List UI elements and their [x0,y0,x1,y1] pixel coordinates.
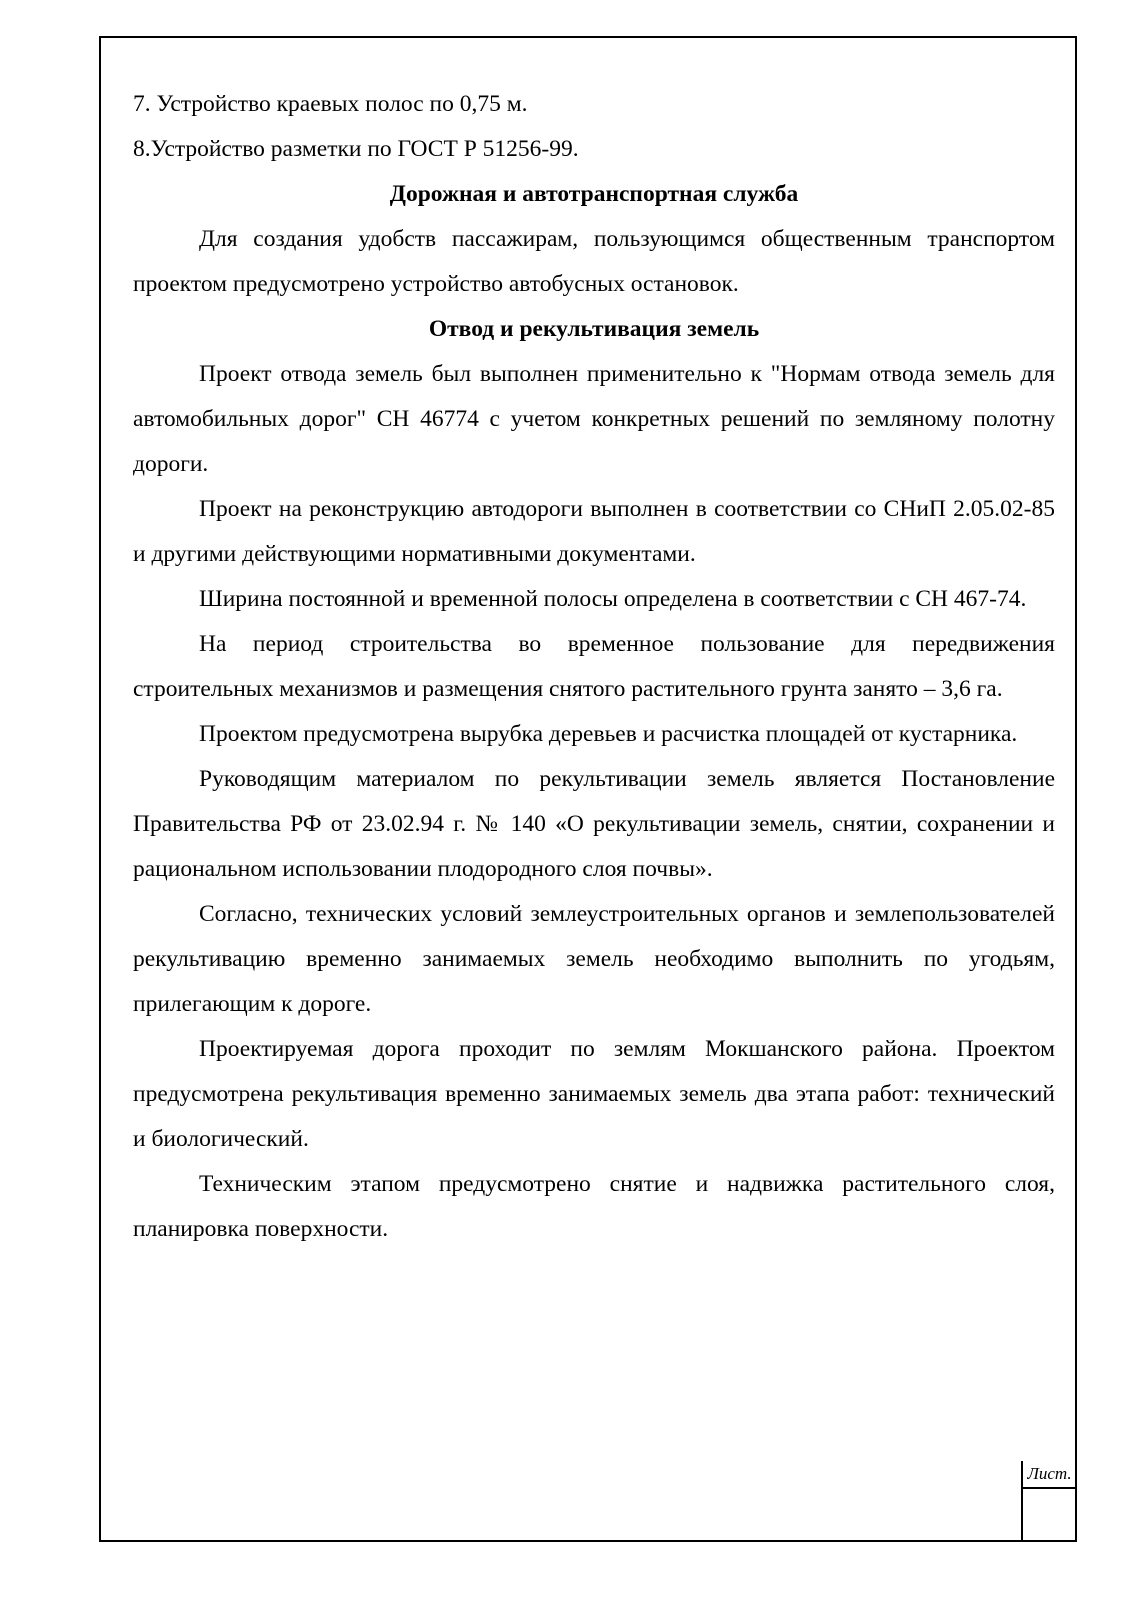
paragraph: Согласно, технических условий землеустроительных органов и землепользователей рекультивацию временно занимаемых земель необходимо выполнить по угодьям, прилегающим к дороге. [133,901,1055,1017]
list-line-8: 8.Устройство разметки по ГОСТ Р 51256-99. [133,136,579,162]
paragraph: Проектируемая дорога проходит по землям Мокшанского района. Проектом предусмотрена рекультивация временно занимаемых земель два этапа работ: технический и биологический. [133,1036,1055,1152]
document-body [133,82,1055,1252]
paragraph-bus-stops: Для создания удобств пассажирам, пользующимся общественным транспортом проектом предусмотрено устройство автобусных остановок. [133,226,1055,297]
sheet-stamp [1021,1461,1076,1541]
sheet-label: Лист. [1023,1461,1076,1489]
paragraph: Руководящим материалом по рекультивации земель является Постановление Правительства РФ от 23.02.94 г. № 140 «О рекультивации земель, снятии, сохранении и рациональном использовании плодородного слоя почвы». [133,766,1055,882]
section-heading-road-service: Дорожная и автотранспортная служба [389,181,799,207]
paragraph: Проектом предусмотрена вырубка деревьев и расчистка площадей от кустарника. [199,721,1018,747]
paragraph: Ширина постоянной и временной полосы определена в соответствии с СН 467-74. [199,586,1027,612]
paragraph: Проект на реконструкцию автодороги выполнен в соответствии со СНиП 2.05.02-85 и другими действующими нормативными документами. [133,496,1055,567]
paragraph: На период строительства во временное пользование для передвижения строительных механизмов и размещения снятого растительного грунта занято – 3,6 га. [133,631,1055,702]
list-line-7: 7. Устройство краевых полос по 0,75 м. [133,91,528,117]
paragraph: Проект отвода земель был выполнен применительно к "Нормам отвода земель для автомобильных дорог" СН 46774 с учетом конкретных решений по земляному полотну дороги. [133,361,1055,477]
paragraph: Техническим этапом предусмотрено снятие и надвижка растительного слоя, планировка поверхности. [133,1171,1055,1242]
section-heading-land-allocation: Отвод и рекультивация земель [428,316,760,342]
